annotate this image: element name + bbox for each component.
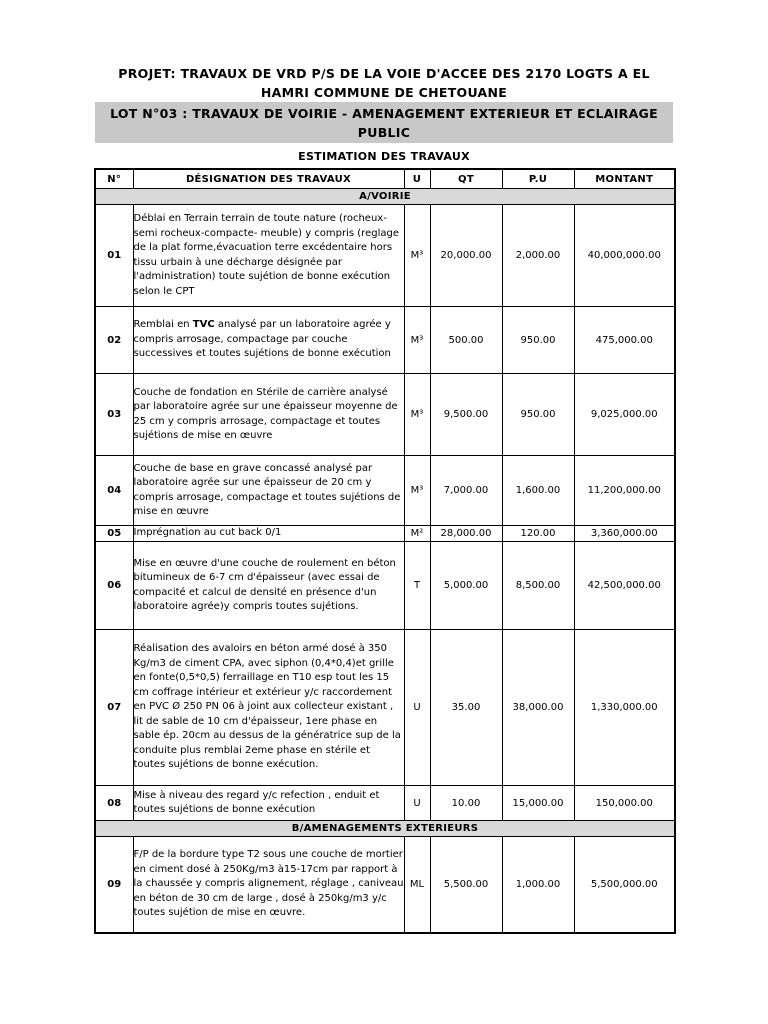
- item-amount: 3,360,000.00: [574, 526, 675, 542]
- item-number: 01: [95, 205, 133, 307]
- item-unit-price: 120.00: [502, 526, 574, 542]
- item-designation: Mise en œuvre d'une couche de roulement en béton bitumineux de 6-7 cm d'épaisseur (avec essai de compacité et calcul de densité en présence d'un laboratoire agrée)y compris toutes sujétions.: [133, 542, 404, 630]
- table-row: [95, 837, 675, 933]
- col-header-unit-price: P.U: [502, 169, 574, 189]
- table-row: [95, 526, 675, 542]
- item-unit: ML: [404, 837, 430, 933]
- item-unit-price: 1,600.00: [502, 456, 574, 526]
- item-amount: 475,000.00: [574, 307, 675, 374]
- item-designation-suffix: analysé par un laboratoire agrée y compris arrosage, compactage par couche successives et toutes sujétions de bonne exécution: [133, 319, 391, 360]
- table-row: [95, 630, 675, 786]
- item-number: 09: [95, 837, 133, 933]
- section-row-amenagements: [95, 821, 675, 837]
- item-designation-bold: TVC: [192, 319, 215, 331]
- section-title-voirie: A/VOIRIE: [95, 189, 675, 205]
- item-unit-price: 15,000.00: [502, 786, 574, 821]
- table-row: [95, 307, 675, 374]
- item-amount: 150,000.00: [574, 786, 675, 821]
- lot-title-line1: LOT N°03 : TRAVAUX DE VOIRIE - AMENAGEMENT EXTERIEUR ET ECLAIRAGE: [110, 106, 658, 121]
- table-row: [95, 786, 675, 821]
- item-designation: Déblai en Terrain terrain de toute nature (rocheux- semi rocheux-compacte- meuble) y compris (reglage de la plat forme,évacuation terre excédentaire hors tissu urbain à une décharge désignée par l'administration) toute sujétion de bonne exécution selon le CPT: [133, 205, 404, 307]
- table-header-row: [95, 169, 675, 189]
- project-title-line2: HAMRI COMMUNE DE CHETOUANE: [260, 85, 508, 100]
- item-designation: F/P de la bordure type T2 sous une couche de mortier en ciment dosé à 250Kg/m3 à15-17cm par rapport à la chaussée y compris alignement, réglage , caniveau en béton de 30 cm de large , dosé à 250kg/m3 y/c toutes sujétion de mise en œuvre.: [133, 837, 404, 933]
- lot-title-line2: PUBLIC: [357, 124, 411, 140]
- item-quantity: 28,000.00: [430, 526, 502, 542]
- project-title: [95, 64, 673, 102]
- item-unit: U: [404, 630, 430, 786]
- item-designation: Réalisation des avaloirs en béton armé dosé à 350 Kg/m3 de ciment CPA, avec siphon (0,4*0,4)et grille en fonte(0,5*0,5) ferraillage en T10 esp tout les 15 cm coffrage intérieur et extérieur y/c raccordement en PVC Ø 250 PN 06 à joint aux collecteur existant , lit de sable de 10 cm d'épaisseur, 1ere phase en sable ép. 20cm au dessus de la génératrice sup de la conduite plus remblai 2eme phase en stérile et toutes sujétions de bonne exécution.: [133, 630, 404, 786]
- item-unit-price: 950.00: [502, 307, 574, 374]
- estimation-table: [94, 168, 676, 934]
- item-designation-prefix: Remblai en: [133, 319, 193, 331]
- item-designation: Couche de base en grave concassé analysé par laboratoire agrée sur une épaisseur de 20 cm y compris arrosage, compactage et toutes sujétions de mise en œuvre: [133, 456, 404, 526]
- item-number: 08: [95, 786, 133, 821]
- item-quantity: 7,000.00: [430, 456, 502, 526]
- col-header-unit: U: [404, 169, 430, 189]
- item-unit: M³: [404, 456, 430, 526]
- item-designation: Imprégnation au cut back 0/1: [133, 526, 404, 542]
- col-header-quantity: QT: [430, 169, 502, 189]
- col-header-number: N°: [95, 169, 133, 189]
- item-amount: 11,200,000.00: [574, 456, 675, 526]
- item-quantity: 10.00: [430, 786, 502, 821]
- estimation-title: ESTIMATION DES TRAVAUX: [298, 150, 470, 163]
- item-unit: U: [404, 786, 430, 821]
- item-quantity: 9,500.00: [430, 374, 502, 456]
- item-quantity: 5,500.00: [430, 837, 502, 933]
- item-unit-price: 2,000.00: [502, 205, 574, 307]
- item-unit: M³: [404, 307, 430, 374]
- item-quantity: 20,000.00: [430, 205, 502, 307]
- item-unit: T: [404, 542, 430, 630]
- item-unit-price: 8,500.00: [502, 542, 574, 630]
- section-row-voirie: [95, 189, 675, 205]
- item-unit-price: 950.00: [502, 374, 574, 456]
- item-amount: 1,330,000.00: [574, 630, 675, 786]
- item-amount: 9,025,000.00: [574, 374, 675, 456]
- item-unit: M²: [404, 526, 430, 542]
- item-unit: M³: [404, 374, 430, 456]
- project-title-line1: PROJET: TRAVAUX DE VRD P/S DE LA VOIE D'ACCEE DES 2170 LOGTS A EL: [118, 66, 650, 81]
- item-number: 05: [95, 526, 133, 542]
- table-row: [95, 374, 675, 456]
- item-unit: M³: [404, 205, 430, 307]
- item-quantity: 35.00: [430, 630, 502, 786]
- table-row: [95, 205, 675, 307]
- item-number: 06: [95, 542, 133, 630]
- table-row: [95, 542, 675, 630]
- item-designation: [133, 307, 404, 374]
- item-amount: 5,500,000.00: [574, 837, 675, 933]
- section-title-amenagements: B/AMENAGEMENTS EXTERIEURS: [95, 821, 675, 837]
- col-header-designation: DÉSIGNATION DES TRAVAUX: [133, 169, 404, 189]
- item-quantity: 5,000.00: [430, 542, 502, 630]
- item-number: 04: [95, 456, 133, 526]
- item-amount: 42,500,000.00: [574, 542, 675, 630]
- col-header-amount: MONTANT: [574, 169, 675, 189]
- table-row: [95, 456, 675, 526]
- item-quantity: 500.00: [430, 307, 502, 374]
- item-designation: Mise à niveau des regard y/c refection , enduit et toutes sujétions de bonne exécution: [133, 786, 404, 821]
- lot-banner: [95, 102, 673, 143]
- item-number: 07: [95, 630, 133, 786]
- item-number: 02: [95, 307, 133, 374]
- item-number: 03: [95, 374, 133, 456]
- item-unit-price: 38,000.00: [502, 630, 574, 786]
- item-designation: Couche de fondation en Stérile de carrière analysé par laboratoire agrée sur une épaisseur moyenne de 25 cm y compris arrosage, compactage et toutes sujétions de mise en œuvre: [133, 374, 404, 456]
- item-amount: 40,000,000.00: [574, 205, 675, 307]
- item-unit-price: 1,000.00: [502, 837, 574, 933]
